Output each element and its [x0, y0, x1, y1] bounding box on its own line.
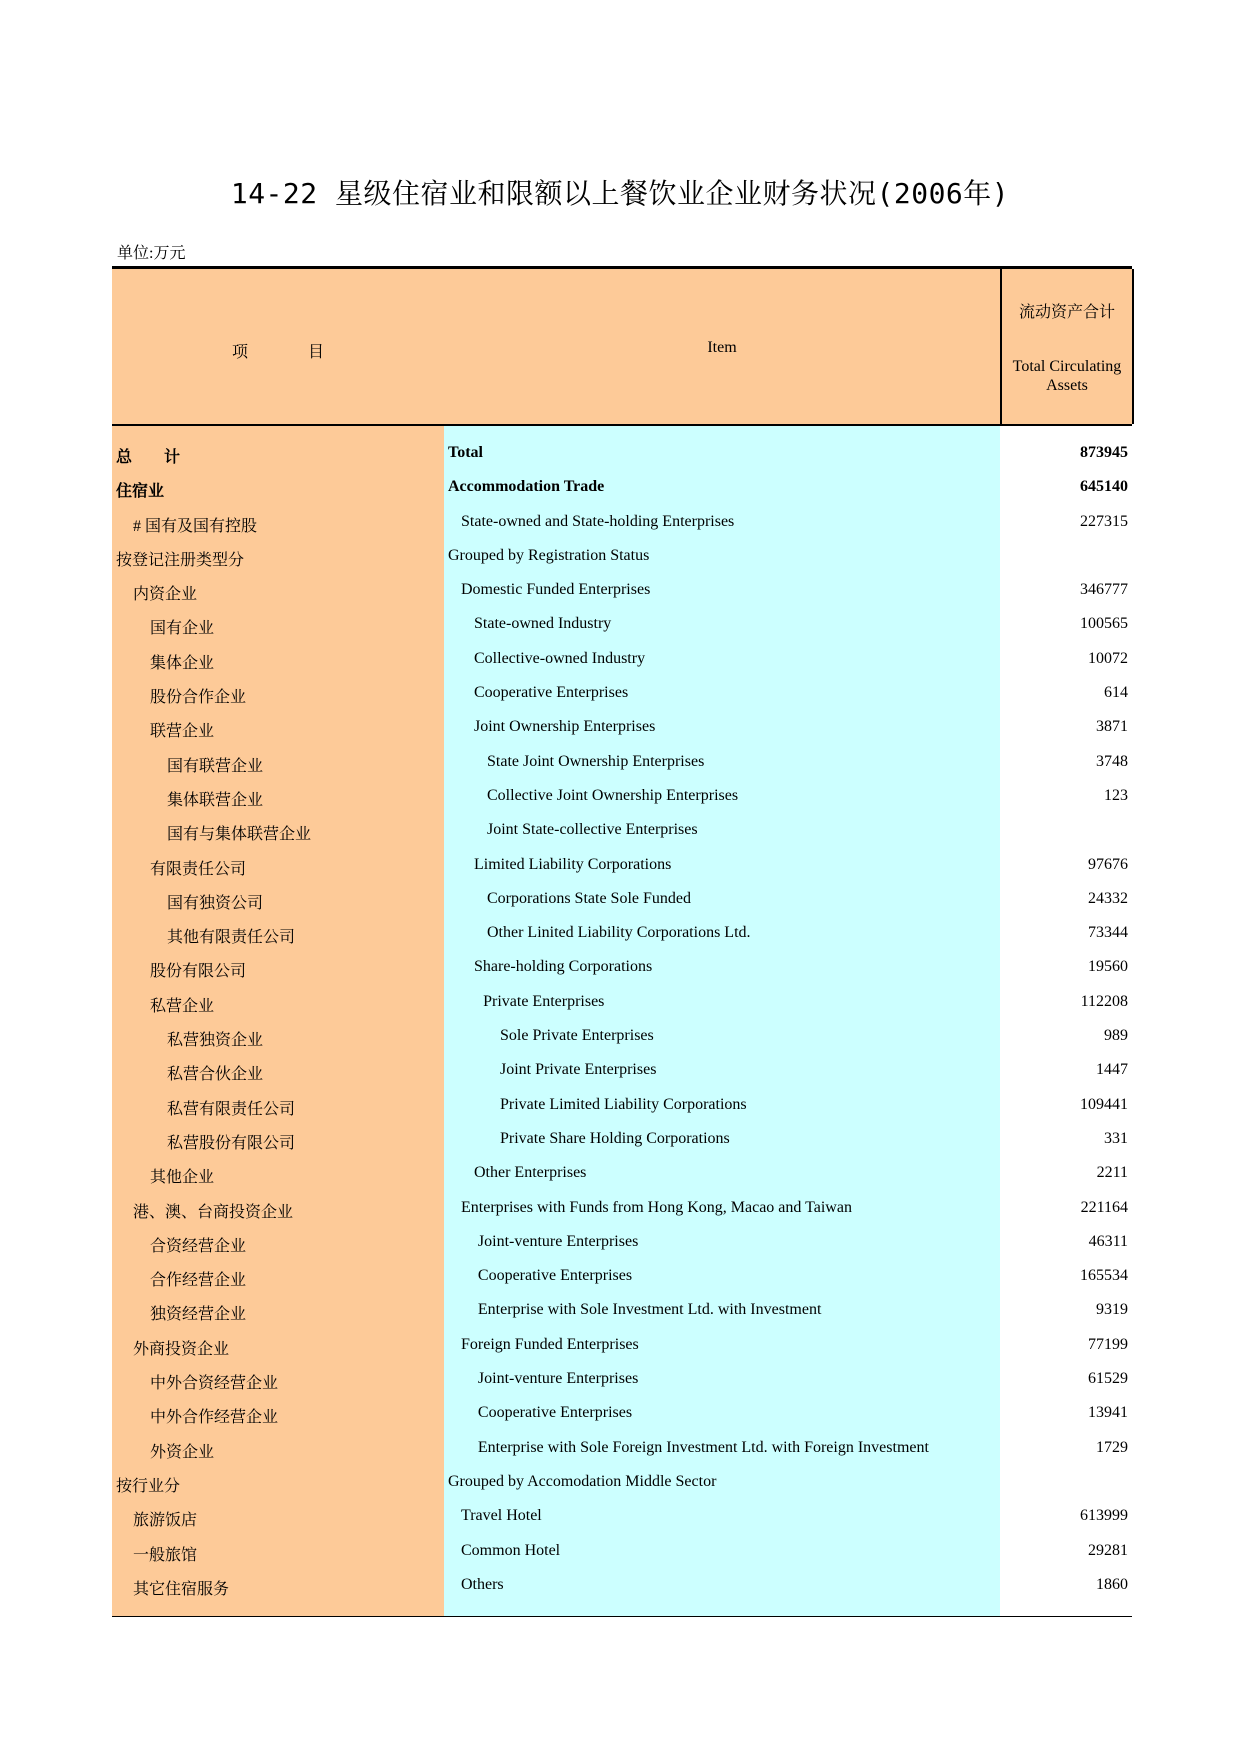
row-value: 1729	[1096, 1438, 1128, 1456]
row-value: 1447	[1096, 1061, 1128, 1079]
row-value: 112208	[1080, 992, 1128, 1010]
row-value: 331	[1104, 1129, 1128, 1147]
header-item-en: Item	[707, 339, 737, 356]
row-value: 1860	[1096, 1575, 1128, 1593]
row-value: 346777	[1080, 581, 1128, 599]
row-label-cn: 股份合作企业	[150, 689, 247, 707]
row-value: 10072	[1088, 649, 1128, 667]
row-value: 29281	[1088, 1541, 1128, 1559]
row-value: 2211	[1096, 1164, 1128, 1182]
row-label-en: State-owned and State-holding Enterprises	[461, 512, 735, 530]
table-row	[112, 1124, 1132, 1158]
row-label-cn: 私营企业	[150, 997, 215, 1015]
row-label-cn: 中外合作经营企业	[150, 1409, 279, 1427]
row-label-en: State Joint Ownership Enterprises	[487, 752, 705, 770]
row-label-en: Domestic Funded Enterprises	[461, 581, 651, 599]
row-label-en: Other Linited Liability Corporations Ltd.	[487, 924, 751, 942]
table-row	[112, 575, 1132, 609]
row-value: 873945	[1080, 444, 1128, 461]
row-value: 221164	[1080, 1198, 1128, 1216]
row-value: 227315	[1080, 512, 1128, 530]
table-row	[112, 1536, 1132, 1570]
table-row	[112, 1364, 1132, 1398]
row-label-en: Joint Private Enterprises	[500, 1061, 657, 1079]
row-label-cn: 股份有限公司	[150, 963, 247, 981]
row-label-cn: 私营独资企业	[167, 1032, 264, 1050]
row-label-en: Share-holding Corporations	[474, 958, 653, 976]
table-row	[112, 1467, 1132, 1501]
row-label-cn: 国有独资公司	[167, 894, 264, 912]
row-label-cn: 合作经营企业	[150, 1272, 247, 1290]
row-label-cn: 按行业分	[116, 1477, 181, 1495]
row-label-cn: 内资企业	[133, 586, 198, 604]
row-label-cn: 国有企业	[150, 620, 215, 638]
row-label-en: Travel Hotel	[461, 1507, 542, 1525]
header-item-cn-2: 目	[308, 344, 325, 361]
table-row	[112, 1501, 1132, 1535]
table-row	[112, 1227, 1132, 1261]
row-label-cn: 集体联营企业	[167, 791, 264, 809]
row-label-en: Grouped by Accomodation Middle Sector	[448, 1472, 717, 1490]
row-value: 9319	[1096, 1301, 1128, 1319]
header-item-cn-1: 项	[231, 344, 248, 361]
row-label-en: Private Share Holding Corporations	[500, 1129, 730, 1147]
row-value: 165534	[1080, 1267, 1128, 1285]
row-label-cn: # 国有及国有控股	[133, 517, 258, 535]
row-label-cn: 国有联营企业	[167, 757, 264, 775]
row-label-cn: 联营企业	[150, 723, 215, 741]
row-value: 97676	[1088, 855, 1128, 873]
row-label-cn: 合资经营企业	[150, 1237, 247, 1255]
table-row	[112, 952, 1132, 986]
table-row	[112, 918, 1132, 952]
row-label-en: Total	[448, 444, 483, 461]
row-label-en: Enterprise with Sole Foreign Investment Ltd. with Foreign Investment	[477, 1438, 929, 1456]
row-value: 46311	[1088, 1232, 1128, 1250]
row-value: 19560	[1088, 958, 1128, 976]
row-label-en: Collective Joint Ownership Enterprises	[487, 786, 739, 804]
row-value: 109441	[1080, 1095, 1128, 1113]
row-value: 3871	[1096, 718, 1128, 736]
row-label-en: Corporations State Sole Funded	[487, 889, 691, 907]
header-value-en: Total Circulating Assets	[1012, 358, 1122, 394]
row-value: 614	[1104, 684, 1128, 702]
row-value: 61529	[1088, 1370, 1128, 1388]
row-label-en: Foreign Funded Enterprises	[461, 1335, 639, 1353]
table-row	[112, 987, 1132, 1021]
row-label-cn: 外资企业	[150, 1443, 215, 1461]
row-label-en: Grouped by Registration Status	[448, 546, 650, 564]
row-label-en: Enterprises with Funds from Hong Kong, Macao and Taiwan	[461, 1198, 852, 1216]
row-label-en: Private Enterprises	[483, 992, 605, 1010]
row-label-en: State-owned Industry	[474, 615, 612, 633]
table-row	[112, 884, 1132, 918]
row-label-en: Cooperative Enterprises	[477, 1404, 633, 1422]
row-label-cn: 私营合伙企业	[167, 1066, 264, 1084]
page-title: 14-22 星级住宿业和限额以上餐饮业企业财务状况(2006年)	[230, 177, 1010, 210]
table-row	[112, 472, 1132, 506]
row-value: 77199	[1088, 1335, 1128, 1353]
table-row	[112, 1433, 1132, 1467]
row-value: 24332	[1088, 889, 1128, 907]
row-label-en: Limited Liability Corporations	[474, 855, 672, 873]
row-value: 989	[1104, 1027, 1128, 1045]
table-row	[112, 815, 1132, 849]
row-label-cn: 独资经营企业	[150, 1306, 247, 1324]
row-label-en: Enterprise with Sole Investment Ltd. with Investment	[477, 1301, 822, 1319]
row-value: 3748	[1096, 752, 1128, 770]
table-row	[112, 1330, 1132, 1364]
row-label-en: Common Hotel	[461, 1541, 561, 1559]
table-row	[112, 1261, 1132, 1295]
row-label-cn: 私营有限责任公司	[167, 1100, 296, 1118]
row-value: 123	[1104, 786, 1128, 804]
table-row	[112, 1295, 1132, 1329]
table-row	[112, 1090, 1132, 1124]
table-row	[112, 438, 1132, 472]
row-label-en: Sole Private Enterprises	[500, 1027, 654, 1045]
row-label-cn: 按登记注册类型分	[116, 551, 245, 569]
table-row	[112, 1398, 1132, 1432]
table-row	[112, 644, 1132, 678]
table-row	[112, 1055, 1132, 1089]
unit-label: 单位:万元	[117, 245, 186, 262]
row-label-cn: 其他有限责任公司	[167, 929, 296, 947]
header-value-cn: 流动资产合计	[1018, 304, 1115, 321]
table-row	[112, 1158, 1132, 1192]
header-background	[112, 269, 1000, 424]
row-label-en: Private Limited Liability Corporations	[500, 1095, 747, 1113]
table-row	[112, 747, 1132, 781]
table-row	[112, 781, 1132, 815]
table-row	[112, 712, 1132, 746]
row-label-cn: 集体企业	[150, 654, 215, 672]
row-label-en: Accommodation Trade	[448, 478, 605, 496]
row-label-cn: 国有与集体联营企业	[167, 826, 312, 844]
row-label-en: Others	[461, 1575, 504, 1593]
table-row	[112, 1021, 1132, 1055]
row-value: 645140	[1080, 478, 1128, 496]
row-label-cn: 总 计	[116, 449, 181, 466]
row-label-cn: 一般旅馆	[133, 1546, 198, 1564]
row-value: 13941	[1088, 1404, 1128, 1422]
row-label-en: Joint-venture Enterprises	[477, 1370, 639, 1388]
table-row	[112, 507, 1132, 541]
row-label-en: Joint Ownership Enterprises	[474, 718, 656, 736]
row-label-cn: 住宿业	[116, 483, 165, 501]
row-label-en: Cooperative Enterprises	[477, 1267, 633, 1285]
row-label-cn: 中外合资经营企业	[150, 1375, 279, 1393]
data-table	[112, 266, 1132, 1618]
table-row	[112, 541, 1132, 575]
row-label-en: Other Enterprises	[474, 1164, 587, 1182]
table-row	[112, 609, 1132, 643]
table-row	[112, 1193, 1132, 1227]
header-item-cn	[112, 339, 444, 362]
row-label-en: Joint-venture Enterprises	[477, 1232, 639, 1250]
row-value: 613999	[1080, 1507, 1128, 1525]
row-label-cn: 私营股份有限公司	[167, 1134, 296, 1152]
table-body	[112, 438, 1132, 1604]
row-label-cn: 其它住宿服务	[133, 1580, 230, 1598]
bottom-rule	[112, 1616, 1132, 1617]
header-value-cell	[1000, 269, 1134, 424]
table-row	[112, 1570, 1132, 1604]
top-rule	[112, 266, 1132, 269]
row-label-en: Cooperative Enterprises	[474, 684, 629, 702]
table-row	[112, 678, 1132, 712]
row-value: 100565	[1080, 615, 1128, 633]
row-value: 73344	[1088, 924, 1128, 942]
row-label-cn: 旅游饭店	[133, 1512, 198, 1530]
row-label-cn: 有限责任公司	[150, 860, 247, 878]
row-label-cn: 港、澳、台商投资企业	[133, 1203, 294, 1221]
row-label-cn: 其他企业	[150, 1169, 215, 1187]
row-label-en: Joint State-collective Enterprises	[487, 821, 698, 839]
row-label-cn: 外商投资企业	[133, 1340, 230, 1358]
row-label-en: Collective-owned Industry	[474, 649, 646, 667]
table-row	[112, 850, 1132, 884]
